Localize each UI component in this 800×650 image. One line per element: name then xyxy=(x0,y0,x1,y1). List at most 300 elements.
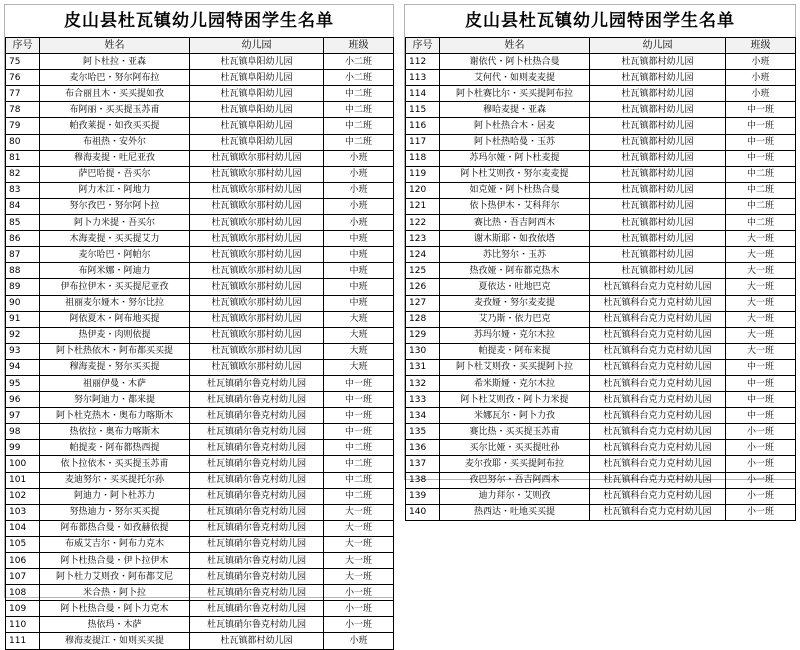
cell-index: 86 xyxy=(6,231,40,247)
cell-class: 中一班 xyxy=(324,408,394,424)
cell-kindergarten: 杜瓦镇阜阳幼儿园 xyxy=(190,86,324,102)
cell-class: 小二班 xyxy=(324,70,394,86)
cell-index: 133 xyxy=(406,392,440,408)
cell-class: 中二班 xyxy=(726,215,796,231)
cell-kindergarten: 杜瓦镇科台克力克村幼儿园 xyxy=(590,295,726,311)
table-row xyxy=(6,150,394,166)
cell-kindergarten: 杜瓦镇欧尔那村幼儿园 xyxy=(190,279,324,295)
table-row xyxy=(6,343,394,359)
cell-student-name: 阿卜杜拉・亚森 xyxy=(40,54,190,70)
cell-index: 127 xyxy=(406,295,440,311)
cell-index: 137 xyxy=(406,456,440,472)
table-row xyxy=(6,520,394,536)
cell-class: 小班 xyxy=(324,198,394,214)
cell-student-name: 伊布拉伊木・买买提尼亚孜 xyxy=(40,279,190,295)
cell-student-name: 布威艾吉尔・阿布力克木 xyxy=(40,536,190,552)
cell-class: 大班 xyxy=(324,311,394,327)
cell-class: 中一班 xyxy=(324,424,394,440)
cell-class: 中一班 xyxy=(726,408,796,424)
table-row xyxy=(406,150,796,166)
cell-student-name: 阿卜杜克热木・奥布力喀斯木 xyxy=(40,408,190,424)
cell-student-name: 木海麦提・买买提艾力 xyxy=(40,231,190,247)
cell-student-name: 热依玛・木萨 xyxy=(40,617,190,633)
cell-class: 中班 xyxy=(324,295,394,311)
table-row xyxy=(6,279,394,295)
cell-student-name: 阿依夏木・阿布地买提 xyxy=(40,311,190,327)
cell-class: 中二班 xyxy=(324,134,394,150)
cell-student-name: 热西达・吐地买买提 xyxy=(440,504,590,520)
cell-kindergarten: 杜瓦镇欧尔那村幼儿园 xyxy=(190,295,324,311)
table-row xyxy=(6,569,394,585)
cell-index: 75 xyxy=(6,54,40,70)
cell-kindergarten: 杜瓦镇科台克力克村幼儿园 xyxy=(590,504,726,520)
cell-kindergarten: 杜瓦镇科台克力克村幼儿园 xyxy=(590,359,726,375)
cell-class: 大一班 xyxy=(726,327,796,343)
cell-kindergarten: 杜瓦镇科台克力克村幼儿园 xyxy=(590,392,726,408)
cell-kindergarten: 杜瓦镇欧尔那村幼儿园 xyxy=(190,182,324,198)
table-row xyxy=(6,118,394,134)
roster-table xyxy=(405,37,796,521)
cell-index: 121 xyxy=(406,198,440,214)
header-class: 班级 xyxy=(324,38,394,54)
cell-kindergarten: 杜瓦镇都村幼儿园 xyxy=(590,70,726,86)
table-row xyxy=(406,472,796,488)
cell-student-name: 布阿丽・买买提玉苏甫 xyxy=(40,102,190,118)
cell-student-name: 萨巴哈提・吾买尔 xyxy=(40,166,190,182)
cell-student-name: 如克娅・阿卜杜热合曼 xyxy=(440,182,590,198)
cell-index: 102 xyxy=(6,488,40,504)
cell-index: 107 xyxy=(6,569,40,585)
cell-kindergarten: 杜瓦镇阜阳幼儿园 xyxy=(190,54,324,70)
table-row xyxy=(406,311,796,327)
cell-student-name: 祖丽伊曼・木萨 xyxy=(40,375,190,391)
cell-student-name: 阿布都热合曼・如孜赫依提 xyxy=(40,520,190,536)
header-name: 姓名 xyxy=(40,38,190,54)
cell-kindergarten: 杜瓦镇阜阳幼儿园 xyxy=(190,134,324,150)
cell-student-name: 帕孜莱提・如孜买买提 xyxy=(40,118,190,134)
table-row xyxy=(6,231,394,247)
cell-class: 中班 xyxy=(324,231,394,247)
cell-kindergarten: 杜瓦镇阜阳幼儿园 xyxy=(190,118,324,134)
cell-class: 中班 xyxy=(324,279,394,295)
cell-index: 130 xyxy=(406,343,440,359)
cell-class: 小一班 xyxy=(324,601,394,617)
cell-class: 中二班 xyxy=(324,456,394,472)
cell-student-name: 阿卜杜热合曼・阿卜力克木 xyxy=(40,601,190,617)
cell-kindergarten: 杜瓦镇都村幼儿园 xyxy=(590,54,726,70)
table-row xyxy=(406,327,796,343)
cell-kindergarten: 杜瓦镇都村幼儿园 xyxy=(590,134,726,150)
cell-student-name: 阿卜杜赛比尔・买买提阿布拉 xyxy=(440,86,590,102)
cell-class: 大一班 xyxy=(324,504,394,520)
cell-class: 小班 xyxy=(324,166,394,182)
cell-index: 76 xyxy=(6,70,40,86)
cell-index: 95 xyxy=(6,375,40,391)
cell-class: 大一班 xyxy=(726,311,796,327)
table-row xyxy=(406,504,796,520)
cell-class: 小班 xyxy=(726,86,796,102)
cell-class: 小班 xyxy=(324,215,394,231)
cell-class: 小班 xyxy=(726,54,796,70)
table-row xyxy=(6,182,394,198)
cell-index: 98 xyxy=(6,424,40,440)
cell-index: 113 xyxy=(406,70,440,86)
table-row xyxy=(406,118,796,134)
cell-class: 大班 xyxy=(324,359,394,375)
cell-class: 大一班 xyxy=(726,279,796,295)
table-row xyxy=(6,166,394,182)
cell-kindergarten: 杜瓦镇硝尔鲁克村幼儿园 xyxy=(190,601,324,617)
cell-index: 138 xyxy=(406,472,440,488)
cell-kindergarten: 杜瓦镇硝尔鲁克村幼儿园 xyxy=(190,375,324,391)
cell-student-name: 孜巴努尔・吾吉阿西木 xyxy=(440,472,590,488)
cell-index: 117 xyxy=(406,134,440,150)
header-row xyxy=(406,38,796,54)
cell-student-name: 夏依达・吐地巴克 xyxy=(440,279,590,295)
table-row xyxy=(6,536,394,552)
cell-class: 小一班 xyxy=(726,456,796,472)
cell-index: 101 xyxy=(6,472,40,488)
header-kindergarten: 幼儿园 xyxy=(590,38,726,54)
cell-kindergarten: 杜瓦镇硝尔鲁克村幼儿园 xyxy=(190,472,324,488)
cell-student-name: 阿卜杜艾则孜・努尔麦麦提 xyxy=(440,166,590,182)
cell-class: 小一班 xyxy=(324,617,394,633)
cell-student-name: 穆海麦提・努尔买买提 xyxy=(40,359,190,375)
cell-class: 中二班 xyxy=(726,182,796,198)
cell-class: 大一班 xyxy=(324,520,394,536)
cell-kindergarten: 杜瓦镇硝尔鲁克村幼儿园 xyxy=(190,488,324,504)
cell-index: 97 xyxy=(6,408,40,424)
cell-kindergarten: 杜瓦镇硝尔鲁克村幼儿园 xyxy=(190,424,324,440)
cell-kindergarten: 杜瓦镇欧尔那村幼儿园 xyxy=(190,166,324,182)
cell-class: 中二班 xyxy=(324,118,394,134)
cell-kindergarten: 杜瓦镇都村幼儿园 xyxy=(590,102,726,118)
cell-kindergarten: 杜瓦镇都村幼儿园 xyxy=(590,247,726,263)
cell-student-name: 赛比热・买买提玉苏甫 xyxy=(440,424,590,440)
cell-kindergarten: 杜瓦镇欧尔那村幼儿园 xyxy=(190,327,324,343)
cell-index: 110 xyxy=(6,617,40,633)
table-row xyxy=(406,295,796,311)
cell-student-name: 布祖热・安外尔 xyxy=(40,134,190,150)
cell-class: 中一班 xyxy=(726,102,796,118)
cell-kindergarten: 杜瓦镇都村幼儿园 xyxy=(190,633,324,649)
table-row xyxy=(6,617,394,633)
cell-index: 108 xyxy=(6,585,40,601)
table-row xyxy=(6,327,394,343)
cell-class: 大一班 xyxy=(726,343,796,359)
cell-class: 小一班 xyxy=(726,424,796,440)
cell-kindergarten: 杜瓦镇科台克力克村幼儿园 xyxy=(590,408,726,424)
table-row xyxy=(406,456,796,472)
cell-kindergarten: 杜瓦镇科台克力克村幼儿园 xyxy=(590,456,726,472)
cell-student-name: 热依拉・奥布力喀斯木 xyxy=(40,424,190,440)
cell-kindergarten: 杜瓦镇硝尔鲁克村幼儿园 xyxy=(190,408,324,424)
cell-index: 124 xyxy=(406,247,440,263)
cell-index: 88 xyxy=(6,263,40,279)
table-row xyxy=(406,424,796,440)
table-row xyxy=(6,456,394,472)
cell-student-name: 帕提麦・阿布来提 xyxy=(440,343,590,359)
table-row xyxy=(6,375,394,391)
cell-kindergarten: 杜瓦镇科台克力克村幼儿园 xyxy=(590,424,726,440)
cell-kindergarten: 杜瓦镇都村幼儿园 xyxy=(590,86,726,102)
cell-class: 小班 xyxy=(324,150,394,166)
cell-student-name: 努尔阿迪力・都来提 xyxy=(40,392,190,408)
cell-index: 85 xyxy=(6,215,40,231)
cell-kindergarten: 杜瓦镇硝尔鲁克村幼儿园 xyxy=(190,440,324,456)
roster-table xyxy=(5,37,394,650)
cell-class: 中一班 xyxy=(324,375,394,391)
table-row xyxy=(406,408,796,424)
table-row xyxy=(6,198,394,214)
table-row xyxy=(6,215,394,231)
cell-class: 中二班 xyxy=(324,102,394,118)
cell-index: 81 xyxy=(6,150,40,166)
cell-student-name: 阿迪力・阿卜杜苏力 xyxy=(40,488,190,504)
table-row xyxy=(6,424,394,440)
cell-index: 83 xyxy=(6,182,40,198)
cell-kindergarten: 杜瓦镇硝尔鲁克村幼儿园 xyxy=(190,392,324,408)
cell-class: 小一班 xyxy=(726,440,796,456)
cell-student-name: 阿卜杜艾则孜・买买提阿卜拉 xyxy=(440,359,590,375)
cell-class: 中班 xyxy=(324,263,394,279)
cell-class: 小一班 xyxy=(726,488,796,504)
cell-kindergarten: 杜瓦镇都村幼儿园 xyxy=(590,263,726,279)
table-row xyxy=(406,166,796,182)
table-row xyxy=(6,633,394,649)
table-row xyxy=(406,86,796,102)
cell-kindergarten: 杜瓦镇欧尔那村幼儿园 xyxy=(190,343,324,359)
cell-index: 93 xyxy=(6,343,40,359)
table-row xyxy=(406,279,796,295)
cell-index: 135 xyxy=(406,424,440,440)
cell-kindergarten: 杜瓦镇阜阳幼儿园 xyxy=(190,70,324,86)
cell-class: 中一班 xyxy=(726,375,796,391)
cell-kindergarten: 杜瓦镇硝尔鲁克村幼儿园 xyxy=(190,504,324,520)
cell-class: 中一班 xyxy=(726,118,796,134)
table-row xyxy=(6,585,394,601)
cell-class: 大一班 xyxy=(726,295,796,311)
cell-index: 103 xyxy=(6,504,40,520)
table-row xyxy=(6,553,394,569)
cell-index: 115 xyxy=(406,102,440,118)
cell-student-name: 穆哈麦提・亚森 xyxy=(440,102,590,118)
cell-student-name: 努热迪力・努尔买买提 xyxy=(40,504,190,520)
cell-student-name: 热伊麦・肉则依提 xyxy=(40,327,190,343)
roster-sheet-left xyxy=(4,4,394,647)
table-row xyxy=(406,375,796,391)
cell-student-name: 阿卜杜热合木・居麦 xyxy=(440,118,590,134)
cell-kindergarten: 杜瓦镇科台克力克村幼儿园 xyxy=(590,488,726,504)
cell-student-name: 阿卜杜艾则孜・阿卜力米提 xyxy=(440,392,590,408)
cell-student-name: 麦孜娅・努尔麦麦提 xyxy=(440,295,590,311)
cell-class: 中班 xyxy=(324,247,394,263)
cell-index: 122 xyxy=(406,215,440,231)
cell-class: 小一班 xyxy=(726,504,796,520)
cell-kindergarten: 杜瓦镇都村幼儿园 xyxy=(590,166,726,182)
cell-index: 82 xyxy=(6,166,40,182)
cell-index: 109 xyxy=(6,601,40,617)
header-kindergarten: 幼儿园 xyxy=(190,38,324,54)
cell-student-name: 麦尔孜耶・买买提阿布拉 xyxy=(440,456,590,472)
cell-student-name: 阿力木江・阿地力 xyxy=(40,182,190,198)
cell-index: 132 xyxy=(406,375,440,391)
table-row xyxy=(6,263,394,279)
cell-student-name: 穆海麦提・吐尼亚孜 xyxy=(40,150,190,166)
table-row xyxy=(406,231,796,247)
cell-class: 小一班 xyxy=(726,472,796,488)
header-index: 序号 xyxy=(6,38,40,54)
table-row xyxy=(406,182,796,198)
cell-class: 中一班 xyxy=(324,392,394,408)
cell-index: 129 xyxy=(406,327,440,343)
cell-student-name: 赛比热・吾吉阿西木 xyxy=(440,215,590,231)
cell-kindergarten: 杜瓦镇欧尔那村幼儿园 xyxy=(190,231,324,247)
cell-kindergarten: 杜瓦镇科台克力克村幼儿园 xyxy=(590,472,726,488)
cell-kindergarten: 杜瓦镇科台克力克村幼儿园 xyxy=(590,311,726,327)
cell-kindergarten: 杜瓦镇科台克力克村幼儿园 xyxy=(590,440,726,456)
cell-student-name: 布合丽且木・买买提如孜 xyxy=(40,86,190,102)
cell-class: 小班 xyxy=(324,182,394,198)
cell-kindergarten: 杜瓦镇科台克力克村幼儿园 xyxy=(590,279,726,295)
cell-kindergarten: 杜瓦镇都村幼儿园 xyxy=(590,150,726,166)
cell-index: 134 xyxy=(406,408,440,424)
cell-kindergarten: 杜瓦镇欧尔那村幼儿园 xyxy=(190,247,324,263)
table-row xyxy=(406,392,796,408)
header-row xyxy=(6,38,394,54)
cell-student-name: 麦尔哈巴・努尔阿布拉 xyxy=(40,70,190,86)
cell-class: 大班 xyxy=(324,343,394,359)
table-row xyxy=(6,408,394,424)
table-row xyxy=(406,488,796,504)
cell-index: 94 xyxy=(6,359,40,375)
table-row xyxy=(406,134,796,150)
cell-student-name: 阿卜杜力艾则孜・阿布都艾尼 xyxy=(40,569,190,585)
cell-student-name: 艾何代・如则麦麦提 xyxy=(440,70,590,86)
cell-kindergarten: 杜瓦镇科台克力克村幼儿园 xyxy=(590,343,726,359)
cell-student-name: 买尔比娅・买买提吐孙 xyxy=(440,440,590,456)
cell-student-name: 麦迪努尔・买买提托尔孙 xyxy=(40,472,190,488)
cell-student-name: 米娜瓦尔・阿卜力孜 xyxy=(440,408,590,424)
cell-index: 106 xyxy=(6,553,40,569)
cell-index: 105 xyxy=(6,536,40,552)
cell-index: 79 xyxy=(6,118,40,134)
cell-index: 136 xyxy=(406,440,440,456)
table-row xyxy=(6,311,394,327)
sheet-title: 皮山县杜瓦镇幼儿园特困学生名单 xyxy=(64,11,334,31)
cell-class: 中二班 xyxy=(324,86,394,102)
cell-student-name: 苏玛尔娅・阿卜杜麦提 xyxy=(440,150,590,166)
table-row xyxy=(6,601,394,617)
cell-kindergarten: 杜瓦镇科台克力克村幼儿园 xyxy=(590,375,726,391)
cell-student-name: 迪力拜尔・艾则孜 xyxy=(440,488,590,504)
cell-student-name: 阿卜杜热合曼・伊卜拉伊木 xyxy=(40,553,190,569)
cell-class: 大一班 xyxy=(324,536,394,552)
cell-class: 小一班 xyxy=(324,585,394,601)
cell-student-name: 祖丽麦尔娅木・努尔比拉 xyxy=(40,295,190,311)
cell-student-name: 帕提麦・阿布都热西提 xyxy=(40,440,190,456)
table-row xyxy=(6,359,394,375)
cell-class: 小班 xyxy=(324,633,394,649)
cell-kindergarten: 杜瓦镇硝尔鲁克村幼儿园 xyxy=(190,617,324,633)
cell-index: 84 xyxy=(6,198,40,214)
cell-kindergarten: 杜瓦镇硝尔鲁克村幼儿园 xyxy=(190,456,324,472)
cell-index: 89 xyxy=(6,279,40,295)
cell-index: 139 xyxy=(406,488,440,504)
cell-class: 中一班 xyxy=(726,359,796,375)
table-row xyxy=(406,102,796,118)
cell-kindergarten: 杜瓦镇欧尔那村幼儿园 xyxy=(190,150,324,166)
cell-kindergarten: 杜瓦镇都村幼儿园 xyxy=(590,118,726,134)
cell-index: 92 xyxy=(6,327,40,343)
cell-index: 125 xyxy=(406,263,440,279)
cell-index: 116 xyxy=(406,118,440,134)
table-row xyxy=(406,263,796,279)
cell-index: 96 xyxy=(6,392,40,408)
table-row xyxy=(406,440,796,456)
cell-student-name: 努尔孜巴・努尔阿卜拉 xyxy=(40,198,190,214)
cell-kindergarten: 杜瓦镇欧尔那村幼儿园 xyxy=(190,263,324,279)
cell-index: 80 xyxy=(6,134,40,150)
cell-student-name: 依卜热伊木・艾科拜尔 xyxy=(440,198,590,214)
roster-sheet-right xyxy=(404,4,796,518)
table-row xyxy=(6,488,394,504)
header-index: 序号 xyxy=(406,38,440,54)
cell-class: 大班 xyxy=(324,327,394,343)
table-row xyxy=(6,102,394,118)
cell-class: 小二班 xyxy=(324,54,394,70)
cell-class: 中二班 xyxy=(324,488,394,504)
cell-kindergarten: 杜瓦镇硝尔鲁克村幼儿园 xyxy=(190,585,324,601)
cell-student-name: 阿卜力米提・吾买尔 xyxy=(40,215,190,231)
cell-class: 中二班 xyxy=(324,472,394,488)
cell-kindergarten: 杜瓦镇欧尔那村幼儿园 xyxy=(190,359,324,375)
cell-index: 120 xyxy=(406,182,440,198)
table-row xyxy=(6,86,394,102)
cell-student-name: 布阿米娜・阿迪力 xyxy=(40,263,190,279)
table-row xyxy=(6,134,394,150)
cell-kindergarten: 杜瓦镇硝尔鲁克村幼儿园 xyxy=(190,569,324,585)
table-row xyxy=(6,247,394,263)
cell-index: 104 xyxy=(6,520,40,536)
sheet-title: 皮山县杜瓦镇幼儿园特困学生名单 xyxy=(465,11,735,31)
table-row xyxy=(406,215,796,231)
cell-student-name: 麦尔哈巴・阿帕尔 xyxy=(40,247,190,263)
cell-kindergarten: 杜瓦镇硝尔鲁克村幼儿园 xyxy=(190,520,324,536)
cell-class: 中二班 xyxy=(726,198,796,214)
cell-kindergarten: 杜瓦镇硝尔鲁克村幼儿园 xyxy=(190,536,324,552)
table-row xyxy=(406,359,796,375)
cell-student-name: 热孜娅・阿布都克热木 xyxy=(440,263,590,279)
cell-kindergarten: 杜瓦镇都村幼儿园 xyxy=(590,231,726,247)
header-name: 姓名 xyxy=(440,38,590,54)
cell-class: 中二班 xyxy=(726,166,796,182)
cell-class: 中二班 xyxy=(324,440,394,456)
table-row xyxy=(6,504,394,520)
cell-student-name: 苏比努尔・玉苏 xyxy=(440,247,590,263)
cell-student-name: 阿卜杜热依木・阿布都买买提 xyxy=(40,343,190,359)
cell-index: 87 xyxy=(6,247,40,263)
cell-class: 大一班 xyxy=(726,247,796,263)
table-row xyxy=(6,54,394,70)
cell-student-name: 穆海麦提江・如则买买提 xyxy=(40,633,190,649)
cell-index: 99 xyxy=(6,440,40,456)
cell-kindergarten: 杜瓦镇都村幼儿园 xyxy=(590,182,726,198)
cell-index: 118 xyxy=(406,150,440,166)
table-row xyxy=(6,440,394,456)
cell-class: 小班 xyxy=(726,70,796,86)
cell-student-name: 阿卜杜热哈曼・玉苏 xyxy=(440,134,590,150)
